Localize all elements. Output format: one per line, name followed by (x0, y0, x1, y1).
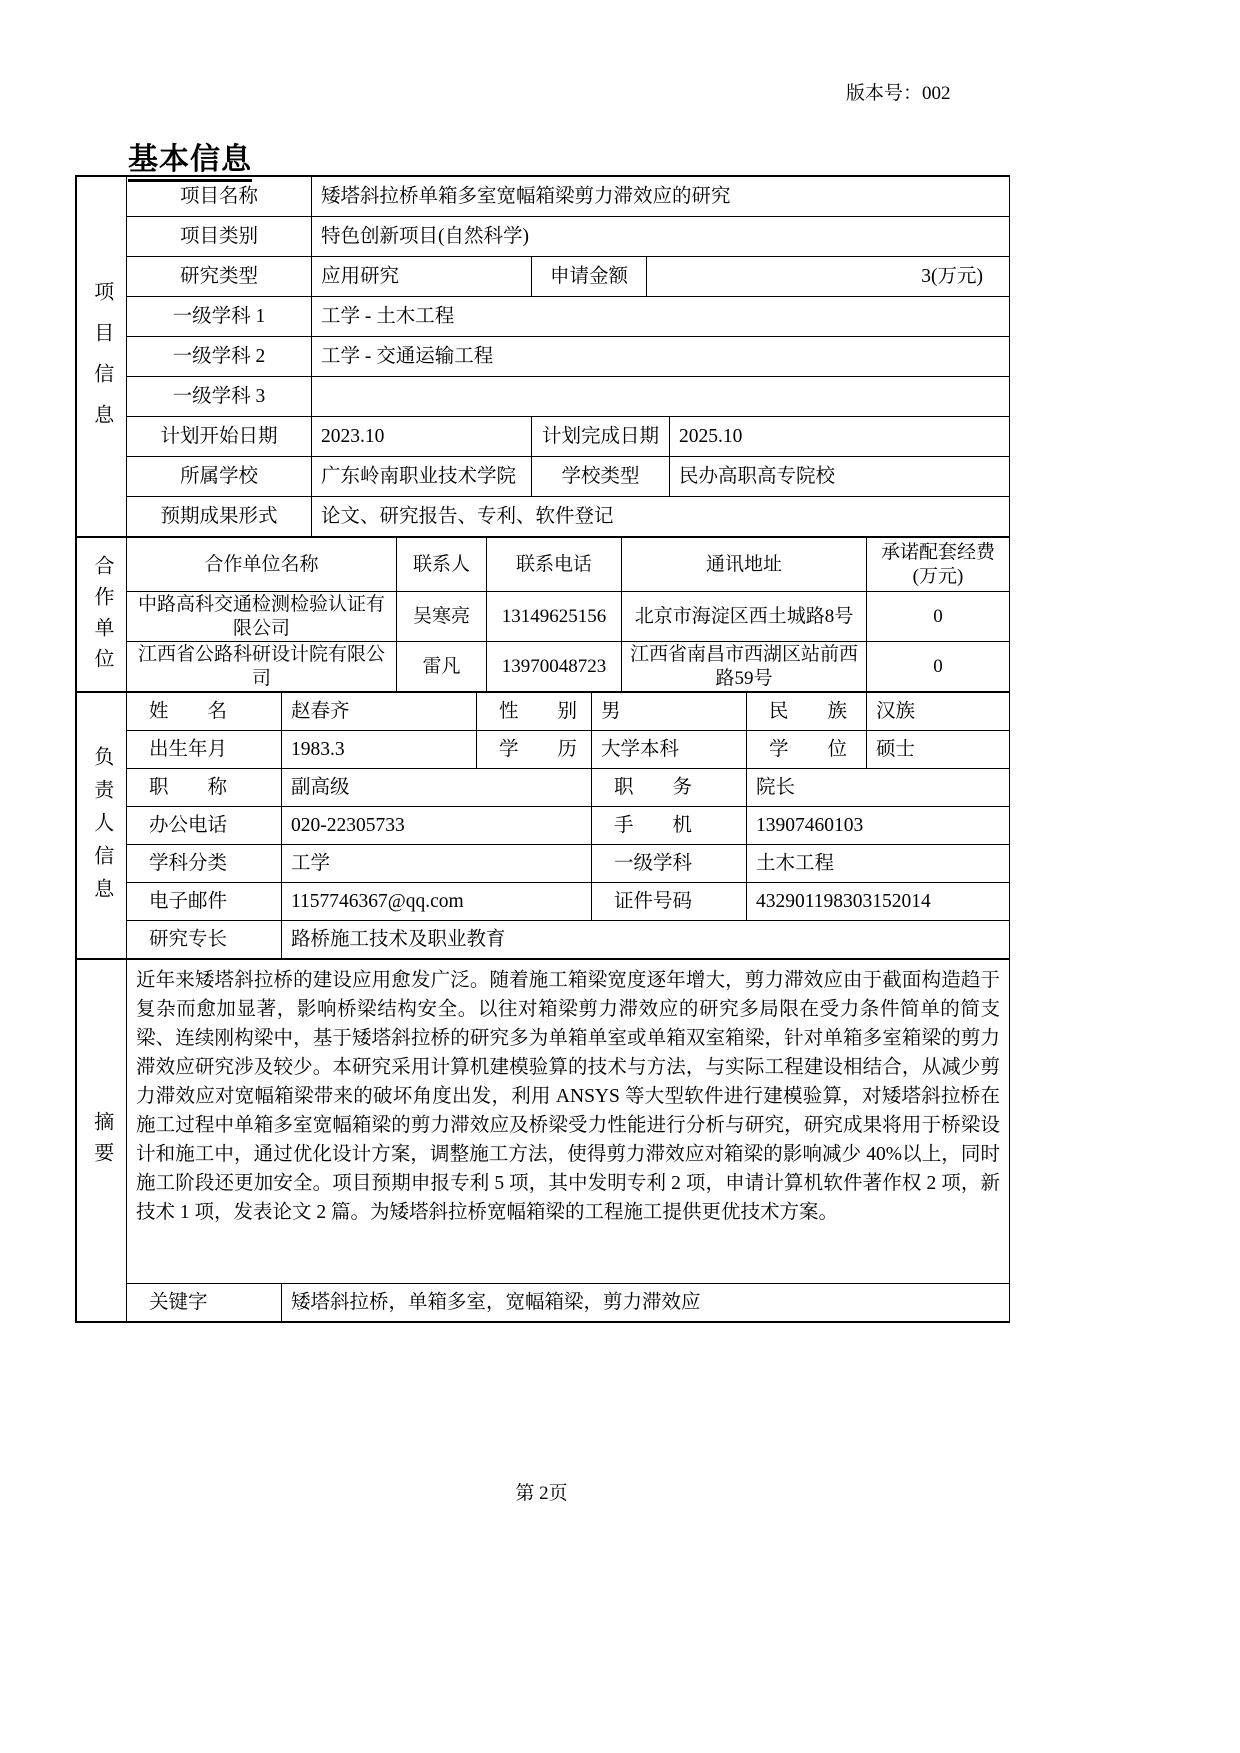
discipline3-label: 一级学科 3 (127, 377, 312, 417)
section-label-project-info-text: 项目信息 (90, 281, 113, 446)
dates-row (77, 417, 1010, 457)
section-label-partners (77, 538, 127, 692)
outcome-label: 预期成果形式 (127, 497, 312, 537)
partner-address-header: 通讯地址 (622, 538, 867, 592)
partner-row (77, 592, 1010, 642)
version-label: 版本号：002 (846, 83, 951, 104)
project-category-value: 特色创新项目(自然科学) (312, 217, 1010, 257)
leader-duty-label: 职 务 (592, 769, 747, 807)
section-label-leader-text: 负责人信息 (90, 745, 113, 911)
start-date-label: 计划开始日期 (127, 417, 312, 457)
school-row (77, 457, 1010, 497)
abstract-row (77, 960, 1010, 1284)
partner-name-cell: 中路高科交通检测检验认证有限公司 (127, 592, 397, 642)
id-number-label: 证件号码 (592, 883, 747, 921)
leader-table (76, 692, 1010, 959)
page-title: 基本信息 (128, 134, 252, 182)
leader-education-label: 学 历 (477, 731, 592, 769)
school-label: 所属学校 (127, 457, 312, 497)
leader-ethnicity-value: 汉族 (867, 693, 1010, 731)
project-category-row (77, 217, 1010, 257)
section-label-abstract-text: 摘要 (90, 1111, 113, 1174)
project-category-label: 项目类别 (127, 217, 312, 257)
leader-title-row (77, 769, 1010, 807)
office-phone-value: 020-22305733 (282, 807, 592, 845)
partner-phone-header: 联系电话 (487, 538, 622, 592)
id-number-value: 432901198303152014 (747, 883, 1010, 921)
discipline1-label: 一级学科 1 (127, 297, 312, 337)
project-name-label: 项目名称 (127, 177, 312, 217)
partner-name-cell: 江西省公路科研设计院有限公司 (127, 642, 397, 692)
end-date-label: 计划完成日期 (532, 417, 670, 457)
office-phone-label: 办公电话 (127, 807, 282, 845)
end-date-value: 2025.10 (670, 417, 1010, 457)
leader-ethnicity-label: 民 族 (747, 693, 867, 731)
specialty-value: 路桥施工技术及职业教育 (282, 921, 1010, 959)
leader-name-value: 赵春齐 (282, 693, 477, 731)
school-value: 广东岭南职业技术学院 (312, 457, 532, 497)
discipline3-value (312, 377, 1010, 417)
research-type-label: 研究类型 (127, 257, 312, 297)
leader-phone-row (77, 807, 1010, 845)
partners-table (76, 537, 1010, 692)
amount-label: 申请金额 (532, 257, 647, 297)
partner-phone-cell: 13970048723 (487, 642, 622, 692)
partner-contact-cell: 吴寒亮 (397, 592, 487, 642)
outcome-row (77, 497, 1010, 537)
partner-address-cell: 江西省南昌市西湖区站前西路59号 (622, 642, 867, 692)
partner-address-cell: 北京市海淀区西土城路8号 (622, 592, 867, 642)
leader-gender-value: 男 (592, 693, 747, 731)
partners-header-row (77, 538, 1010, 592)
leader-title-value: 副高级 (282, 769, 592, 807)
outcome-value: 论文、研究报告、专利、软件登记 (312, 497, 1010, 537)
partner-phone-cell: 13149625156 (487, 592, 622, 642)
specialty-label: 研究专长 (127, 921, 282, 959)
discipline2-value: 工学 - 交通运输工程 (312, 337, 1010, 377)
mobile-label: 手 机 (592, 807, 747, 845)
abstract-text: 近年来矮塔斜拉桥的建设应用愈发广泛。随着施工箱梁宽度逐年增大，剪力滞效应由于截面构造趋于复杂而愈加显著，影响桥梁结构安全。以往对箱梁剪力滞效应的研究多局限在受力条件简单的简支梁、连续刚构梁中，基于矮塔斜拉桥的研究多为单箱单室或单箱双室箱梁，针对单箱多室箱梁的剪力滞效应研究涉及较少。本研究采用计算机建模验算的技术与方法，与实际工程建设相结合，从减少剪力滞效应对宽幅箱梁带来的破坏角度出发，利用 ANSYS 等大型软件进行建模验算，对矮塔斜拉桥在施工过程中单箱多室宽幅箱梁的剪力滞效应及桥梁受力性能进行分析与研究，研究成果将用于桥梁设计和施工中，通过优化设计方案，调整施工方法，使得剪力滞效应对箱梁的影响减少 40%以上，同时施工阶段还更加安全。项目预期申报专利 5 项，其中发明专利 2 项，申请计算机软件著作权 2 项，新技术 1 项，发表论文 2 篇。为矮塔斜拉桥宽幅箱梁的工程施工提供更优技术方案。 (127, 960, 1010, 1284)
leader-degree-label: 学 位 (747, 731, 867, 769)
leader-name-row (77, 693, 1010, 731)
partner-name-header: 合作单位名称 (127, 538, 397, 592)
discipline1-row (77, 297, 1010, 337)
project-name-value: 矮塔斜拉桥单箱多室宽幅箱梁剪力滞效应的研究 (312, 177, 1010, 217)
page-number: 第 2页 (515, 1483, 568, 1504)
keywords-value: 矮塔斜拉桥，单箱多室，宽幅箱梁，剪力滞效应 (282, 1284, 1010, 1322)
partner-fund-cell: 0 (867, 642, 1010, 692)
leader-education-value: 大学本科 (592, 731, 747, 769)
section-label-project-info (77, 177, 127, 537)
email-value: 1157746367@qq.com (282, 883, 592, 921)
leader-subject-row (77, 845, 1010, 883)
keywords-label: 关键字 (127, 1284, 282, 1322)
partner-row (77, 642, 1010, 692)
leader-specialty-row (77, 921, 1010, 959)
discipline1-value: 工学 - 土木工程 (312, 297, 1010, 337)
school-type-value: 民办高职高专院校 (670, 457, 1010, 497)
leader-birth-label: 出生年月 (127, 731, 282, 769)
research-type-value: 应用研究 (312, 257, 532, 297)
discipline2-label: 一级学科 2 (127, 337, 312, 377)
leader-duty-value: 院长 (747, 769, 1010, 807)
section-label-leader (77, 693, 127, 959)
project-name-row (77, 177, 1010, 217)
first-discipline-value: 土木工程 (747, 845, 1010, 883)
leader-email-row (77, 883, 1010, 921)
school-type-label: 学校类型 (532, 457, 670, 497)
research-type-row (77, 257, 1010, 297)
section-label-partners-text: 合作单位 (91, 554, 113, 679)
abstract-table (76, 959, 1010, 1322)
subject-label: 学科分类 (127, 845, 282, 883)
leader-degree-value: 硕士 (867, 731, 1010, 769)
start-date-value: 2023.10 (312, 417, 532, 457)
partner-contact-cell: 雷凡 (397, 642, 487, 692)
leader-birth-row (77, 731, 1010, 769)
mobile-value: 13907460103 (747, 807, 1010, 845)
leader-name-label: 姓 名 (127, 693, 282, 731)
leader-gender-label: 性 别 (477, 693, 592, 731)
subject-value: 工学 (282, 845, 592, 883)
leader-title-label: 职 称 (127, 769, 282, 807)
first-discipline-label: 一级学科 (592, 845, 747, 883)
discipline3-row (77, 377, 1010, 417)
partner-fund-cell: 0 (867, 592, 1010, 642)
amount-value: 3(万元) (647, 257, 1010, 297)
email-label: 电子邮件 (127, 883, 282, 921)
discipline2-row (77, 337, 1010, 377)
basic-info-form (75, 175, 1010, 1323)
partner-fund-header: 承诺配套经费(万元) (867, 538, 1010, 592)
project-info-table (76, 176, 1010, 537)
partner-contact-header: 联系人 (397, 538, 487, 592)
leader-birth-value: 1983.3 (282, 731, 477, 769)
section-label-abstract (77, 960, 127, 1322)
keywords-row (77, 1284, 1010, 1322)
